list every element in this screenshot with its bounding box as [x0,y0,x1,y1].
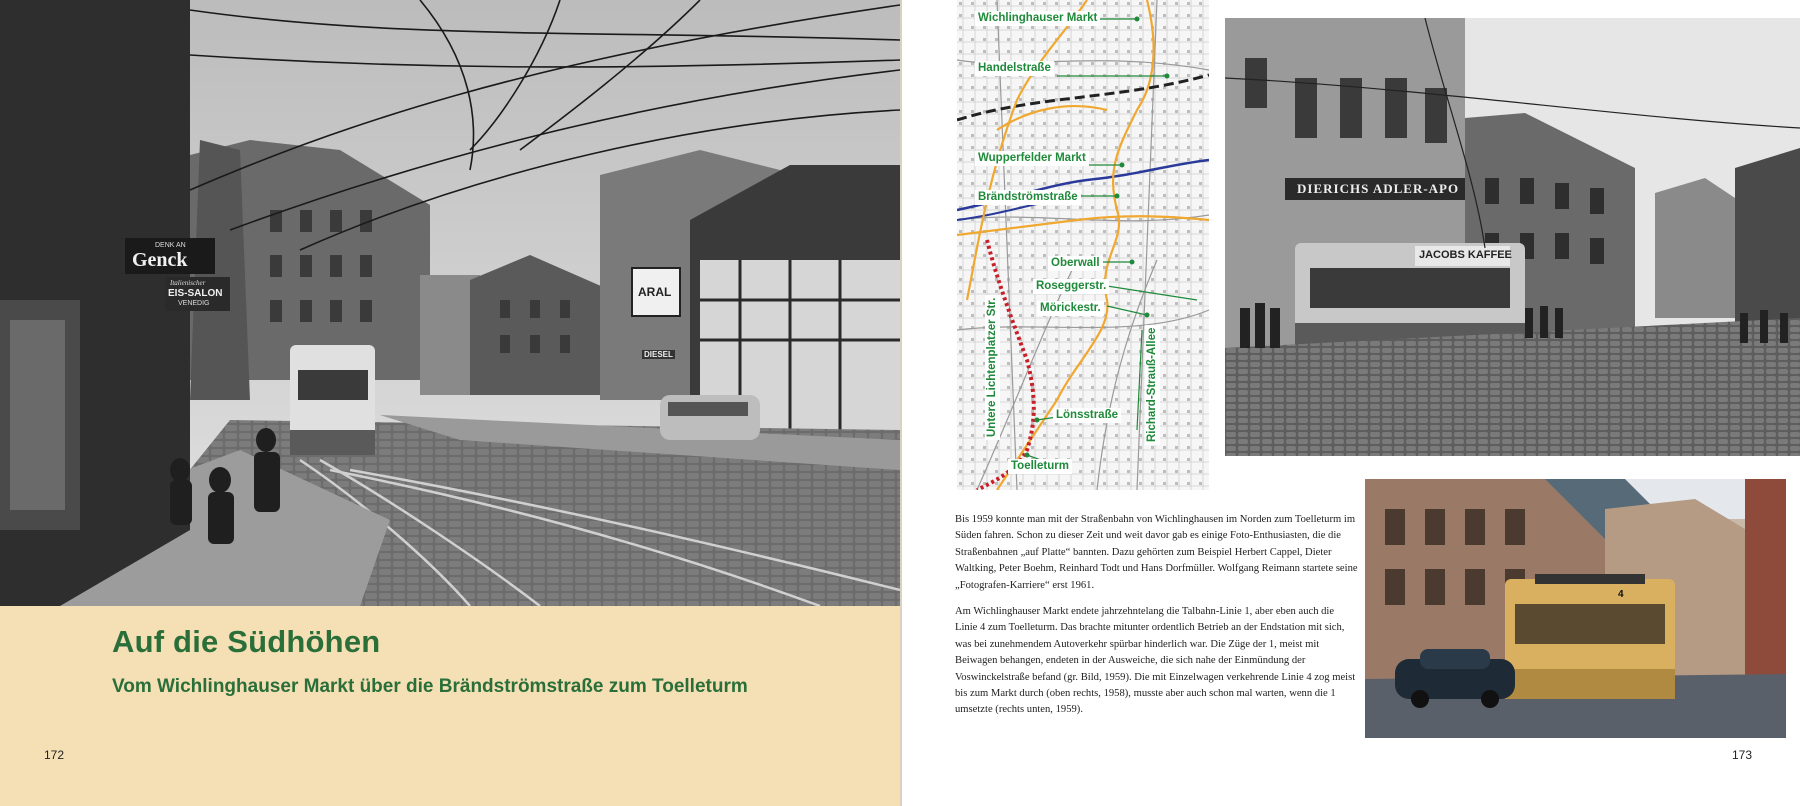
body-text [955,512,1359,729]
map-label-wupperfelder-markt: Wupperfelder Markt [975,151,1089,166]
shop-sign-genck: Genck [132,249,188,271]
map-label-braendstroemstrasse: Brändströmstraße [975,190,1081,205]
map-label-wichlinghauser-markt: Wichlinghauser Markt [975,11,1100,26]
jacobs-kaffee-sign: JACOBS KAFFEE [1419,249,1512,261]
page-number-left: 172 [44,748,65,762]
dierichs-sign: DIERICHS ADLER-APO [1297,181,1460,196]
map-label-handelstrasse: Handelstraße [975,61,1054,76]
page-number-right: 173 [1732,748,1753,762]
shop-sign-eis-salon: EIS-SALON [168,288,223,299]
map-label-loensstrasse: Lönsstraße [1053,408,1121,423]
upper-right-tram-photo [1225,18,1800,456]
map-label-toelleturm: Toelleturm [1008,459,1072,474]
aral-sign: ARAL [638,285,672,299]
diesel-sign: DIESEL [644,350,673,359]
map-label-untere-lichtenplatzer: Untere Lichtenplatzer Str. [985,295,1000,440]
map-label-oberwall: Oberwall [1048,256,1103,271]
lower-right-color-tram-photo [1365,479,1786,738]
chapter-title: Auf die Südhöhen [112,624,381,659]
paragraph-2: Am Wichlinghauser Markt endete jahrzehntelang die Talbahn-Linie 1, aber eben auch die Linie 4 zum Toelleturm. Das brachte mitunter ordentlich Betrieb an der Endstation mit sich, was bei zunehmendem Autoverkehr spürbar hinderlich war. Die Züge der 1, meist mit Beiwagen behangen, endeten in der Ausweiche, die sich nahe der Einmündung der Voswinckelstraße befand (gr. Bild, 1959). Die mit Einzelwagen verkehrende Linie 4 zog meist bis zum Markt durch (oben rechts, 1958), musste aber auch schon mal warten, wenn die 1 umsetzte (rechts unten, 1959). [955,606,1356,716]
shop-sign-denk-an: DENK AN [155,242,186,249]
shop-sign-venedig: VENEDIG [178,300,210,307]
route-map [957,0,1209,490]
map-label-moerickestr: Mörickestr. [1037,301,1104,316]
right-page [902,0,1800,806]
shop-sign-italienischer: Italienischer [170,279,206,287]
map-label-richard-strauss: Richard-Strauß-Allee [1145,325,1160,445]
map-label-roseggerstr: Roseggerstr. [1033,279,1109,294]
color-tram-number: 4 [1618,589,1624,600]
paragraph-1: Bis 1959 konnte man mit der Straßenbahn von Wichlinghausen im Norden zum Toelleturm im Süden fahren. Schon zu dieser Zeit und weit davor gab es einige Foto-Enthusiasten, die die Straßenbahnen „auf Platte“ bannten. Dazu gehörten zum Beispiel Herbert Cappel, Dieter Waltking, Peter Boehm, Reinhard Todt und Hans Dorfmüller. Wolfgang Reimann startete seine „Fotografen-Karriere“ erst 1961. [955,514,1358,591]
chapter-subtitle: Vom Wichlinghauser Markt über die Brändströmstraße zum Toelleturm [112,676,748,697]
main-street-photo [0,0,900,606]
